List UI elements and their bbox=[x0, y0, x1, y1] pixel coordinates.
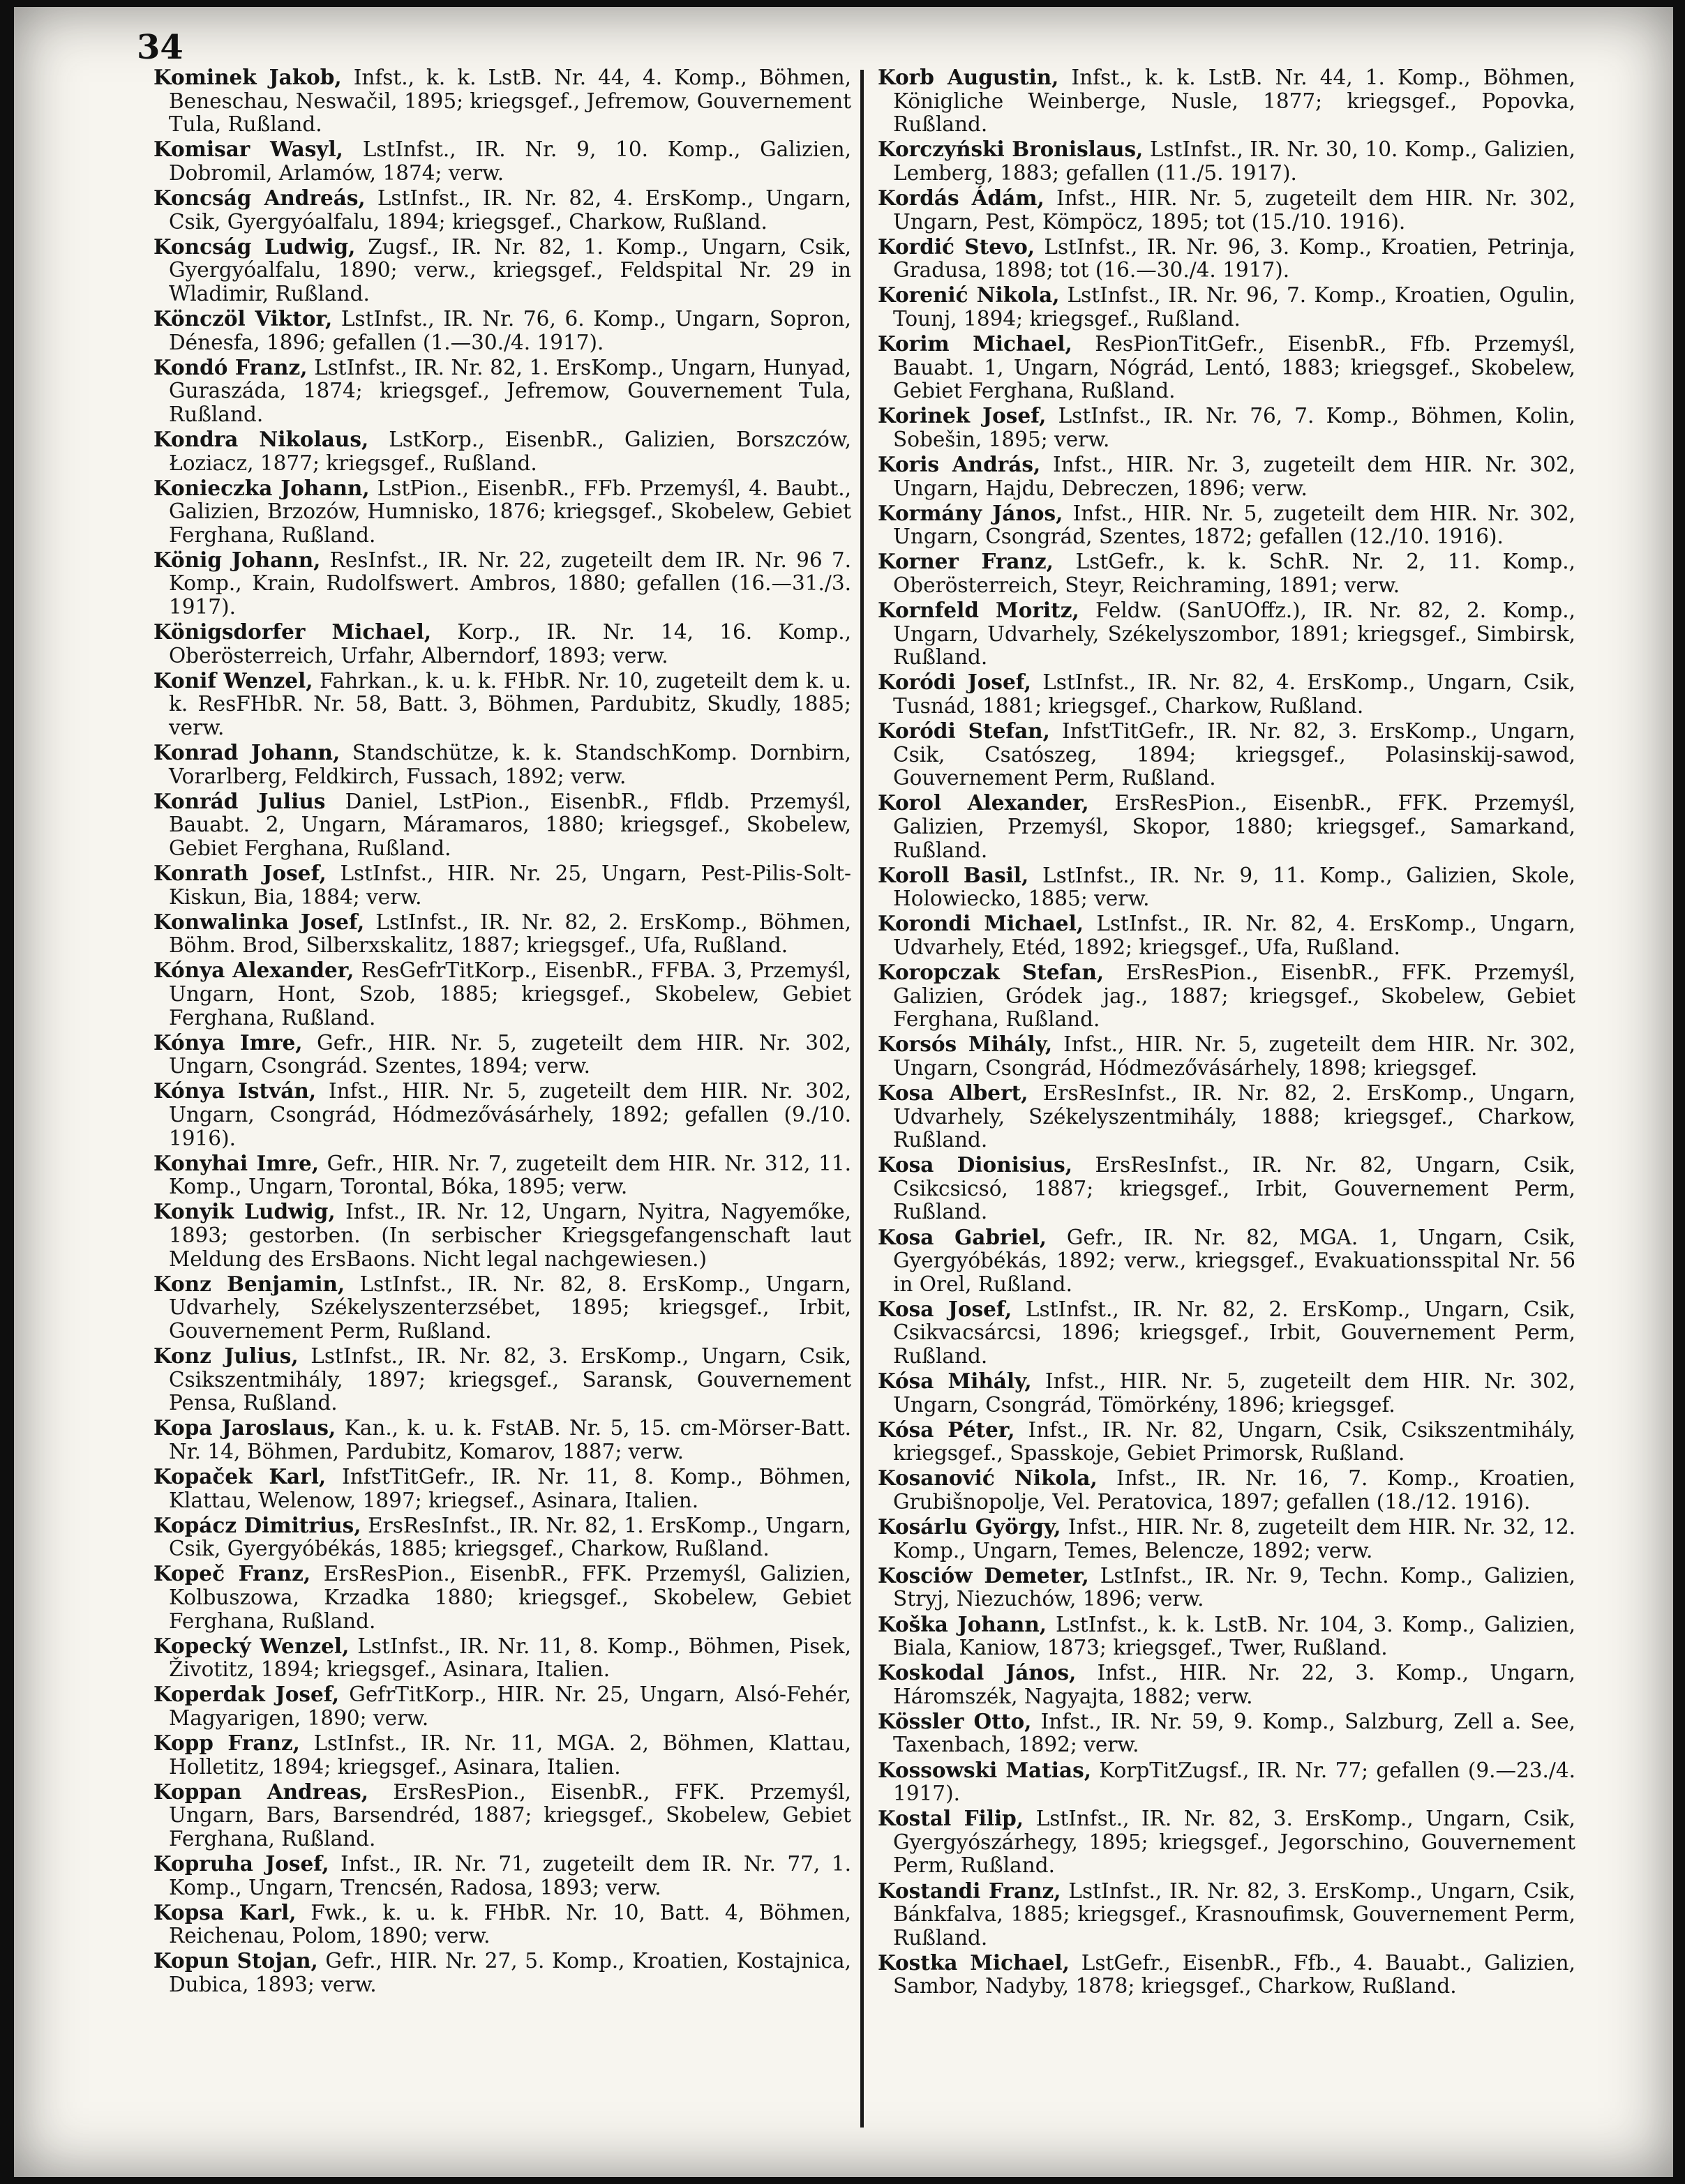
register-entry bbox=[878, 137, 1575, 185]
register-entry bbox=[153, 1152, 851, 1199]
entry-name: Konz Julius, bbox=[153, 1343, 299, 1368]
register-entry bbox=[878, 912, 1575, 959]
entry-name: Kormány János, bbox=[878, 500, 1063, 525]
entry-name: Kopaček Karl, bbox=[153, 1463, 327, 1489]
entry-details: LstInfst., IR. Nr. 82, 8. ErsKomp., Ungarn, Udvarhely, Székelyszenterzsébet, 1895; kriegsgef., Irbit, Gouvernement Perm, Rußland. bbox=[169, 1272, 851, 1343]
register-entry bbox=[878, 1613, 1575, 1660]
entry-details: LstInfst., IR. Nr. 76, 6. Komp., Ungarn, Sopron, Dénesfa, 1896; gefallen (1.—30./4. 1917). bbox=[169, 306, 851, 354]
entry-name: Kósa Péter, bbox=[878, 1417, 1015, 1442]
entry-details: Infst., IR. Nr. 12, Ungarn, Nyitra, Nagyemőke, 1893; gestorben. (In serbischer Kriegsgefangenschaft laut Meldung des ErsBaons. Nicht legal nachgewiesen.) bbox=[169, 1200, 851, 1271]
register-entry bbox=[153, 669, 851, 740]
entry-name: Kopsa Karl, bbox=[153, 1899, 297, 1925]
entry-name: Koskodal János, bbox=[878, 1660, 1077, 1685]
entry-name: Kordás Ádám, bbox=[878, 185, 1044, 210]
entry-name: Korsós Mihály, bbox=[878, 1032, 1053, 1057]
entry-details: ErsResPion., EisenbR., FFK. Przemyśl, Galizien, Gródek jag., 1887; kriegsgef., Skobelew, Gebiet Ferghana, Rußland. bbox=[893, 960, 1575, 1032]
register-entry bbox=[153, 1731, 851, 1779]
register-entry bbox=[878, 1226, 1575, 1297]
register-entry bbox=[153, 235, 851, 306]
entry-name: Korner Franz, bbox=[878, 549, 1054, 574]
entry-name: Koris András, bbox=[878, 452, 1041, 476]
register-entry bbox=[878, 66, 1575, 137]
register-entry bbox=[153, 1634, 851, 1682]
register-entry bbox=[878, 332, 1575, 403]
entry-name: Korinek Josef, bbox=[878, 403, 1047, 428]
register-entry bbox=[878, 791, 1575, 862]
entry-details: ErsResPion., EisenbR., FFK. Przemyśl, Ungarn, Bars, Barsendréd, 1887; kriegsgef., Skobelew, Gebiet Ferghana, Rußland. bbox=[169, 1779, 851, 1851]
entry-name: Konrad Johann, bbox=[153, 740, 340, 765]
entry-name: Kosciów Demeter, bbox=[878, 1562, 1089, 1588]
register-entry bbox=[878, 1418, 1575, 1466]
register-entry bbox=[878, 404, 1575, 451]
register-entry bbox=[153, 861, 851, 909]
entry-details: LstInfst., IR. Nr. 9, Techn. Komp., Galizien, Stryj, Niezuchów, 1896; verw. bbox=[893, 1563, 1575, 1611]
entry-details: LstGefr., k. k. SchR. Nr. 2, 11. Komp., Oberösterreich, Steyr, Reichraming, 1891; verw. bbox=[893, 550, 1575, 597]
entry-name: Kondó Franz, bbox=[153, 354, 308, 379]
entry-details: Feldw. (SanUOffz.), IR. Nr. 82, 2. Komp., Ungarn, Udvarhely, Székelyszombor, 1891; kriegsgef., Simbirsk, Rußland. bbox=[893, 598, 1575, 670]
entry-details: Gefr., HIR. Nr. 7, zugeteilt dem HIR. Nr. 312, 11. Komp., Ungarn, Torontal, Bóka, 1895; verw. bbox=[169, 1151, 851, 1199]
scanned-page bbox=[14, 7, 1673, 2177]
entry-name: Koródi Stefan, bbox=[878, 718, 1050, 744]
entry-details: Fwk., k. u. k. FHbR. Nr. 10, Batt. 4, Böhmen, Reichenau, Polom, 1890; verw. bbox=[169, 1900, 851, 1948]
register-entry bbox=[878, 864, 1575, 911]
entry-details: LstGefr., EisenbR., Ffb., 4. Bauabt., Galizien, Sambor, Nadyby, 1878; kriegsgef., Charkow, Rußland. bbox=[893, 1950, 1575, 1998]
register-entry bbox=[153, 1901, 851, 1948]
register-entry bbox=[878, 1515, 1575, 1562]
register-entry bbox=[153, 1852, 851, 1899]
entry-name: Kosa Gabriel, bbox=[878, 1224, 1047, 1249]
entry-details: ErsResPion., EisenbR., FFK. Przemyśl, Galizien, Przemyśl, Skopor, 1880; kriegsgef., Samarkand, Rußland. bbox=[893, 791, 1575, 862]
register-entry bbox=[153, 307, 851, 354]
entry-name: Kósa Mihály, bbox=[878, 1369, 1032, 1394]
column-divider bbox=[860, 70, 864, 2127]
entry-details: LstInfst., IR. Nr. 82, 3. ErsKomp., Ungarn, Csik, Gyergyószárhegy, 1895; kriegsgef., Jegorschino, Gouvernement Perm, Rußland. bbox=[893, 1807, 1575, 1878]
entry-name: Korenić Nikola, bbox=[878, 283, 1060, 308]
entry-name: Kosa Josef, bbox=[878, 1296, 1012, 1321]
register-entry bbox=[878, 1153, 1575, 1224]
entry-name: Koncság Ludwig, bbox=[153, 234, 356, 259]
entry-details: Infst., IR. Nr. 59, 9. Komp., Salzburg, Zell a. See, Taxenbach, 1892; verw. bbox=[893, 1709, 1575, 1757]
entry-name: Koppan Andreas, bbox=[153, 1779, 368, 1804]
register-entry bbox=[153, 137, 851, 185]
entry-details: LstInfst., IR. Nr. 30, 10. Komp., Galizien, Lemberg, 1883; gefallen (11./5. 1917). bbox=[893, 137, 1575, 185]
entry-name: Kopecký Wenzel, bbox=[153, 1633, 350, 1658]
register-entry bbox=[878, 1710, 1575, 1757]
register-entry bbox=[153, 1949, 851, 1996]
entry-name: Korol Alexander, bbox=[878, 790, 1089, 815]
register-entry bbox=[153, 1079, 851, 1150]
entry-name: Kornfeld Moritz, bbox=[878, 598, 1079, 623]
entry-name: Kordić Stevo, bbox=[878, 234, 1035, 259]
register-entry bbox=[153, 790, 851, 861]
register-entry bbox=[878, 1032, 1575, 1080]
register-entry bbox=[153, 476, 851, 548]
entry-details: Korp., IR. Nr. 14, 16. Komp., Oberösterreich, Urfahr, Alberndorf, 1893; verw. bbox=[169, 620, 851, 668]
entry-details: InfstTitGefr., IR. Nr. 11, 8. Komp., Böhmen, Klattau, Welenow, 1897; kriegsef., Asinara, Italien. bbox=[169, 1464, 851, 1512]
register-entry bbox=[878, 719, 1575, 790]
register-entry bbox=[878, 453, 1575, 500]
entry-name: Königsdorfer Michael, bbox=[153, 619, 432, 645]
register-entry bbox=[878, 1879, 1575, 1950]
entry-details: LstKorp., EisenbR., Galizien, Borszczów, Łoziacz, 1877; kriegsgef., Rußland. bbox=[169, 427, 851, 475]
entry-details: LstInfst., IR. Nr. 82, 3. ErsKomp., Ungarn, Csik, Bánkfalva, 1885; kriegsgef., Krasnoufimsk, Gouvernement Perm, Rußland. bbox=[893, 1878, 1575, 1950]
register-entry bbox=[878, 1369, 1575, 1417]
entry-details: LstInfst., IR. Nr. 96, 3. Komp., Kroatien, Petrinja, Gradusa, 1898; tot (16.—30./4. 1917). bbox=[893, 234, 1575, 283]
register-entry bbox=[153, 1416, 851, 1463]
entry-name: Kostandi Franz, bbox=[878, 1878, 1061, 1903]
entry-name: Kopácz Dimitrius, bbox=[153, 1512, 361, 1537]
entry-details: GefrTitKorp., HIR. Nr. 25, Ungarn, Alsó-Fehér, Magyarigen, 1890; verw. bbox=[169, 1682, 851, 1730]
register-entry bbox=[153, 620, 851, 668]
register-entry bbox=[153, 186, 851, 234]
entry-details: ResGefrTitKorp., EisenbR., FFBA. 3, Przemyśl, Ungarn, Hont, Szob, 1885; kriegsgef., Skobelew, Gebiet Ferghana, Rußland. bbox=[169, 958, 851, 1030]
register-entry bbox=[153, 1272, 851, 1343]
register-entry bbox=[878, 283, 1575, 331]
entry-name: Kössler Otto, bbox=[878, 1708, 1032, 1733]
entry-name: Konif Wenzel, bbox=[153, 668, 313, 693]
entry-name: Korim Michael, bbox=[878, 331, 1072, 356]
entry-details: LstInfst., IR. Nr. 9, 11. Komp., Galizien, Skole, Holowiecko, 1885; verw. bbox=[893, 863, 1575, 911]
register-entry bbox=[153, 1562, 851, 1633]
register-entry bbox=[878, 1759, 1575, 1806]
entry-name: Konz Benjamin, bbox=[153, 1271, 345, 1296]
entry-details: Infst., IR. Nr. 16, 7. Komp., Kroatien, Grubišnopolje, Vel. Peratovica, 1897; gefallen (18./12. 1916). bbox=[893, 1466, 1575, 1514]
register-entry bbox=[153, 66, 851, 137]
entry-name: Koncság Andreás, bbox=[153, 185, 366, 210]
entry-name: Kosárlu György, bbox=[878, 1514, 1061, 1539]
entry-details: Fahrkan., k. u. k. FHbR. Nr. 10, zugeteilt dem k. u. k. ResFHbR. Nr. 58, Batt. 3, Böhmen, Pardubitz, Skudly, 1885; verw. bbox=[169, 668, 851, 740]
entry-name: Konrád Julius bbox=[153, 788, 326, 813]
entry-details: Infst., HIR. Nr. 3, zugeteilt dem HIR. Nr. 302, Ungarn, Hajdu, Debreczen, 1896; verw. bbox=[893, 453, 1575, 500]
entry-name: Korczyński Bronislaus, bbox=[878, 137, 1144, 162]
register-entry bbox=[878, 550, 1575, 597]
entry-details: LstInfst., IR. Nr. 82, 1. ErsKomp., Ungarn, Hunyad, Guraszáda, 1874; kriegsgef., Jefremow, Gouvernement Tula, Rußland. bbox=[169, 355, 851, 426]
entry-details: LstInfst., IR. Nr. 76, 7. Komp., Böhmen, Kolin, Sobešin, 1895; verw. bbox=[893, 404, 1575, 451]
entry-name: Kosa Albert, bbox=[878, 1080, 1028, 1105]
entry-details: Zugsf., IR. Nr. 82, 1. Komp., Ungarn, Csik, Gyergyóalfalu, 1890; verw., kriegsgef., Feldspital Nr. 29 in Wladimir, Rußland. bbox=[169, 234, 851, 306]
entry-name: Kostka Michael, bbox=[878, 1950, 1070, 1975]
register-entry bbox=[153, 1200, 851, 1271]
register-entry bbox=[878, 1081, 1575, 1152]
register-entry bbox=[878, 1951, 1575, 1998]
entry-name: Kosa Dionisius, bbox=[878, 1152, 1072, 1177]
entry-details: Infst., IR. Nr. 82, Ungarn, Csik, Csikszentmihály, kriegsgef., Spasskoje, Gebiet Primorsk, Rußland. bbox=[893, 1417, 1575, 1466]
entry-details: Standschütze, k. k. StandschKomp. Dornbirn, Vorarlberg, Feldkirch, Fussach, 1892; verw. bbox=[169, 741, 851, 788]
entry-name: Kopruha Josef, bbox=[153, 1851, 329, 1876]
register-entry bbox=[878, 1661, 1575, 1708]
register-entry bbox=[153, 1682, 851, 1730]
entry-name: Korondi Michael, bbox=[878, 911, 1084, 936]
entry-name: Koródi Josef, bbox=[878, 670, 1032, 695]
entry-details: Daniel, LstPion., EisenbR., Ffldb. Przemyśl, Bauabt. 2, Ungarn, Máramaros, 1880; kriegsgef., Skobelew, Gebiet Ferghana, Rußland. bbox=[169, 789, 851, 860]
entry-name: Kondra Nikolaus, bbox=[153, 426, 369, 451]
entry-name: Korb Augustin, bbox=[878, 66, 1059, 89]
entry-name: Kominek Jakob, bbox=[153, 66, 342, 89]
entry-name: Kossowski Matias, bbox=[878, 1757, 1091, 1782]
entry-name: Kopeč Franz, bbox=[153, 1561, 311, 1586]
entry-name: Kopun Stojan, bbox=[153, 1948, 318, 1973]
register-entry bbox=[153, 1514, 851, 1561]
entry-name: Konyik Ludwig, bbox=[153, 1199, 336, 1224]
register-entry bbox=[878, 1807, 1575, 1878]
entry-details: ErsResInfst., IR. Nr. 82, 2. ErsKomp., Ungarn, Udvarhely, Székelyszentmihály, 1888; kriegsgef., Charkow, Rußland. bbox=[893, 1080, 1575, 1152]
entry-name: Koška Johann, bbox=[878, 1611, 1047, 1636]
entry-name: Kónya Imre, bbox=[153, 1030, 303, 1055]
entry-details: ResPionTitGefr., EisenbR., Ffb. Przemyśl, Bauabt. 1, Ungarn, Nógrád, Lentó, 1883; kriegsgef., Skobelew, Gebiet Ferghana, Rußland. bbox=[893, 332, 1575, 403]
entry-name: Könczöl Viktor, bbox=[153, 306, 333, 331]
left-column bbox=[153, 66, 851, 2130]
entry-details: LstInfst., HIR. Nr. 25, Ungarn, Pest-Pilis-Solt-Kiskun, Bia, 1884; verw. bbox=[169, 861, 851, 909]
entry-details: ErsResInfst., IR. Nr. 82, Ungarn, Csik, Csikcsicsó, 1887; kriegsgef., Irbit, Gouvernement Perm, Rußland. bbox=[893, 1153, 1575, 1224]
register-entry bbox=[878, 670, 1575, 718]
entry-details: ResInfst., IR. Nr. 22, zugeteilt dem IR. Nr. 96 7. Komp., Krain, Rudolfswert. Ambros, 1880; gefallen (16.—31./3. 1917). bbox=[169, 548, 851, 619]
entry-details: Infst., HIR. Nr. 22, 3. Komp., Ungarn, Háromszék, Nagyajta, 1882; verw. bbox=[893, 1661, 1575, 1708]
entry-details: Infst., HIR. Nr. 5, zugeteilt dem HIR. Nr. 302, Ungarn, Csongrád, Szentes, 1872; gefallen (12./10. 1916). bbox=[893, 501, 1575, 549]
register-entry bbox=[878, 1466, 1575, 1514]
register-entry bbox=[878, 1564, 1575, 1611]
entry-name: Kopp Franz, bbox=[153, 1730, 300, 1755]
register-entry bbox=[878, 1297, 1575, 1369]
entry-details: Kan., k. u. k. FstAB. Nr. 5, 15. cm-Mörser-Batt. Nr. 14, Böhmen, Pardubitz, Komarov, 1887; verw. bbox=[169, 1416, 851, 1463]
entry-details: LstInfst., IR. Nr. 82, 3. ErsKomp., Ungarn, Csik, Csikszentmihály, 1897; kriegsgef., Saransk, Gouvernement Pensa, Rußland. bbox=[169, 1343, 851, 1415]
page-number: 34 bbox=[137, 28, 184, 67]
register-entry bbox=[153, 548, 851, 619]
entry-name: Kosanović Nikola, bbox=[878, 1466, 1098, 1491]
entry-details: LstInfst., IR. Nr. 9, 10. Komp., Galizien, Dobromil, Arlamów, 1874; verw. bbox=[169, 137, 851, 185]
entry-details: LstPion., EisenbR., FFb. Przemyśl, 4. Baubt., Galizien, Brzozów, Humnisko, 1876; kriegsgef., Skobelew, Gebiet Ferghana, Rußland. bbox=[169, 476, 851, 547]
register-entry bbox=[878, 598, 1575, 670]
entry-name: König Johann, bbox=[153, 547, 321, 572]
entry-details: Infst., HIR. Nr. 5, zugeteilt dem HIR. Nr. 302, Ungarn, Pest, Kömpöcz, 1895; tot (15./10. 1916). bbox=[893, 186, 1575, 234]
entry-details: LstInfst., IR. Nr. 11, MGA. 2, Böhmen, Klattau, Holletitz, 1894; kriegsgef., Asinara, Italien. bbox=[169, 1731, 851, 1779]
register-entry bbox=[153, 910, 851, 958]
entry-name: Koropczak Stefan, bbox=[878, 959, 1104, 984]
entry-details: ErsResPion., EisenbR., FFK. Przemyśl, Galizien, Kolbuszowa, Krzadka 1880; kriegsgef., Skobelew, Gebiet Ferghana, Rußland. bbox=[169, 1562, 851, 1633]
right-column bbox=[878, 66, 1575, 2130]
register-entry bbox=[153, 1344, 851, 1415]
register-entry bbox=[878, 186, 1575, 234]
register-entry bbox=[878, 502, 1575, 549]
entry-details: Gefr., IR. Nr. 82, MGA. 1, Ungarn, Csik, Gyergyóbékás, 1892; verw., kriegsgef., Evakuationsspital Nr. 56 in Orel, Rußland. bbox=[893, 1225, 1575, 1296]
register-entry bbox=[153, 428, 851, 475]
entry-details: LstInfst., IR. Nr. 82, 4. ErsKomp., Ungarn, Csik, Gyergyóalfalu, 1894; kriegsgef., Charkow, Rußland. bbox=[169, 186, 851, 234]
entry-name: Konwalinka Josef, bbox=[153, 909, 365, 934]
entry-details: LstInfst., IR. Nr. 82, 4. ErsKomp., Ungarn, Csik, Tusnád, 1881; kriegsgef., Charkow, Rußland. bbox=[893, 670, 1575, 718]
entry-name: Konieczka Johann, bbox=[153, 475, 370, 500]
register-entry bbox=[153, 741, 851, 788]
entry-details: LstInfst., IR. Nr. 82, 2. ErsKomp., Böhmen, Böhm. Brod, Silberxskalitz, 1887; kriegsgef., Ufa, Rußland. bbox=[169, 910, 851, 958]
entry-details: Gefr., HIR. Nr. 5, zugeteilt dem HIR. Nr. 302, Ungarn, Csongrád. Szentes, 1894; verw. bbox=[169, 1030, 851, 1078]
entry-details: InfstTitGefr., IR. Nr. 82, 3. ErsKomp., Ungarn, Csik, Csatószeg, 1894; kriegsgef., Polasinskij-sawod, Gouvernement Perm, Rußland. bbox=[893, 719, 1575, 790]
entry-name: Kostal Filip, bbox=[878, 1806, 1024, 1831]
entry-details: Infst., HIR. Nr. 5, zugeteilt dem HIR. Nr. 302, Ungarn, Csongrád, Tömörkény, 1896; kriegsgef. bbox=[893, 1369, 1575, 1417]
entry-details: Gefr., HIR. Nr. 27, 5. Komp., Kroatien, Kostajnica, Dubica, 1893; verw. bbox=[169, 1949, 851, 1996]
entry-details: LstInfst., IR. Nr. 82, 4. ErsKomp., Ungarn, Udvarhely, Etéd, 1892; kriegsgef., Ufa, Rußland. bbox=[893, 912, 1575, 959]
entry-details: Infst., HIR. Nr. 5, zugeteilt dem HIR. Nr. 302, Ungarn, Csongrád, Hódmezővásárhely, 1898; kriegsgef. bbox=[893, 1032, 1575, 1080]
entry-details: Infst., HIR. Nr. 8, zugeteilt dem HIR. Nr. 32, 12. Komp., Ungarn, Temes, Belencze, 1892; verw. bbox=[893, 1515, 1575, 1562]
entry-name: Kónya István, bbox=[153, 1078, 317, 1104]
entry-name: Koperdak Josef, bbox=[153, 1682, 340, 1707]
register-entry bbox=[153, 356, 851, 427]
entry-details: Infst., k. k. LstB. Nr. 44, 4. Komp., Böhmen, Beneschau, Neswačil, 1895; kriegsgef., Jefremow, Gouvernement Tula, Rußland. bbox=[169, 66, 851, 137]
entry-details: Infst., k. k. LstB. Nr. 44, 1. Komp., Böhmen, Königliche Weinberge, Nusle, 1877; kriegsgef., Popovka, Rußland. bbox=[893, 66, 1575, 137]
register-entry bbox=[153, 958, 851, 1030]
entry-name: Kopa Jaroslaus, bbox=[153, 1415, 336, 1440]
entry-details: LstInfst., IR. Nr. 96, 7. Komp., Kroatien, Ogulin, Tounj, 1894; kriegsgef., Rußland. bbox=[893, 283, 1575, 331]
register-entry bbox=[878, 235, 1575, 283]
entry-details: LstInfst., IR. Nr. 11, 8. Komp., Böhmen, Pisek, Životitz, 1894; kriegsgef., Asinara, Italien. bbox=[169, 1634, 851, 1682]
entry-name: Konrath Josef, bbox=[153, 861, 327, 886]
register-entry bbox=[153, 1780, 851, 1851]
entry-details: Infst., HIR. Nr. 5, zugeteilt dem HIR. Nr. 302, Ungarn, Csongrád, Hódmezővásárhely, 1892; gefallen (9./10. 1916). bbox=[169, 1079, 851, 1150]
entry-details: ErsResInfst., IR. Nr. 82, 1. ErsKomp., Ungarn, Csik, Gyergyóbékás, 1885; kriegsgef., Charkow, Rußland. bbox=[169, 1513, 851, 1561]
entry-details: LstInfst., IR. Nr. 82, 2. ErsKomp., Ungarn, Csik, Csikvacsárcsi, 1896; kriegsgef., Irbit, Gouvernement Perm, Rußland. bbox=[893, 1297, 1575, 1368]
register-entry bbox=[153, 1031, 851, 1078]
entry-details: KorpTitZugsf., IR. Nr. 77; gefallen (9.—23./4. 1917). bbox=[893, 1758, 1575, 1806]
register-entry bbox=[878, 961, 1575, 1032]
entry-details: Infst., IR. Nr. 71, zugeteilt dem IR. Nr. 77, 1. Komp., Ungarn, Trencsén, Radosa, 1893; verw. bbox=[169, 1851, 851, 1899]
entry-name: Koroll Basil, bbox=[878, 862, 1029, 887]
entry-name: Kónya Alexander, bbox=[153, 958, 354, 983]
register-entry bbox=[153, 1465, 851, 1512]
entry-name: Konyhai Imre, bbox=[153, 1150, 320, 1175]
entry-name: Komisar Wasyl, bbox=[153, 137, 343, 162]
entry-details: LstInfst., k. k. LstB. Nr. 104, 3. Komp., Galizien, Biala, Kaniow, 1873; kriegsgef., Twer, Rußland. bbox=[893, 1612, 1575, 1660]
